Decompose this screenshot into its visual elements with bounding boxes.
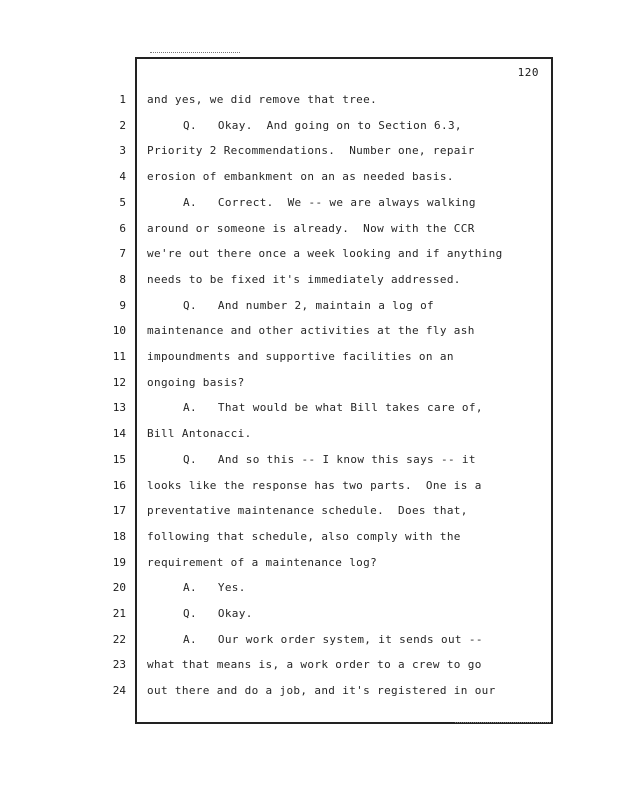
line-number: 19 <box>112 556 126 569</box>
transcript-line: Q. Okay. <box>183 607 253 620</box>
line-number: 9 <box>119 299 126 312</box>
top-edge-mark <box>150 52 240 53</box>
line-number: 21 <box>112 607 126 620</box>
line-number: 14 <box>112 427 126 440</box>
transcript-line: impoundments and supportive facilities on an <box>147 350 454 363</box>
transcript-line: preventative maintenance schedule. Does that, <box>147 504 468 517</box>
transcript-line: Bill Antonacci. <box>147 427 252 440</box>
line-number: 24 <box>112 684 126 697</box>
line-number: 16 <box>112 479 126 492</box>
transcript-line: Q. And number 2, maintain a log of <box>183 299 435 312</box>
line-number: 13 <box>112 401 126 414</box>
line-number: 3 <box>119 144 126 157</box>
line-number: 2 <box>119 119 126 132</box>
line-number: 4 <box>119 170 126 183</box>
transcript-line: A. That would be what Bill takes care of, <box>183 401 483 414</box>
line-number: 15 <box>112 453 126 466</box>
transcript-line: A. Yes. <box>183 581 246 594</box>
transcript-line: out there and do a job, and it's registered in our <box>147 684 496 697</box>
transcript-line: what that means is, a work order to a crew to go <box>147 658 482 671</box>
page-number: 120 <box>517 66 539 79</box>
line-number: 12 <box>112 376 126 389</box>
transcript-line: maintenance and other activities at the fly ash <box>147 324 475 337</box>
transcript-line: looks like the response has two parts. One is a <box>147 479 482 492</box>
transcript-line: ongoing basis? <box>147 376 245 389</box>
line-number: 10 <box>112 324 126 337</box>
transcript-line: needs to be fixed it's immediately addressed. <box>147 273 461 286</box>
transcript-line: following that schedule, also comply with the <box>147 530 461 543</box>
transcript-line: and yes, we did remove that tree. <box>147 93 378 106</box>
transcript-page-frame <box>135 57 553 724</box>
line-number: 8 <box>119 273 126 286</box>
line-number: 18 <box>112 530 126 543</box>
line-number: 17 <box>112 504 126 517</box>
transcript-line: Priority 2 Recommendations. Number one, repair <box>147 144 475 157</box>
line-number: 22 <box>112 633 126 646</box>
line-number: 6 <box>119 222 126 235</box>
transcript-line: erosion of embankment on an as needed basis. <box>147 170 454 183</box>
line-number: 11 <box>112 350 126 363</box>
line-number: 23 <box>112 658 126 671</box>
line-number: 7 <box>119 247 126 260</box>
line-number: 20 <box>112 581 126 594</box>
bottom-edge-mark <box>455 722 550 723</box>
transcript-line: Q. Okay. And going on to Section 6.3, <box>183 119 462 132</box>
line-number: 1 <box>119 93 126 106</box>
line-number: 5 <box>119 196 126 209</box>
transcript-line: A. Correct. We -- we are always walking <box>183 196 476 209</box>
transcript-line: Q. And so this -- I know this says -- it <box>183 453 476 466</box>
transcript-line: we're out there once a week looking and if anything <box>147 247 503 260</box>
transcript-line: A. Our work order system, it sends out -- <box>183 633 483 646</box>
transcript-line: around or someone is already. Now with the CCR <box>147 222 475 235</box>
transcript-line: requirement of a maintenance log? <box>147 556 378 569</box>
